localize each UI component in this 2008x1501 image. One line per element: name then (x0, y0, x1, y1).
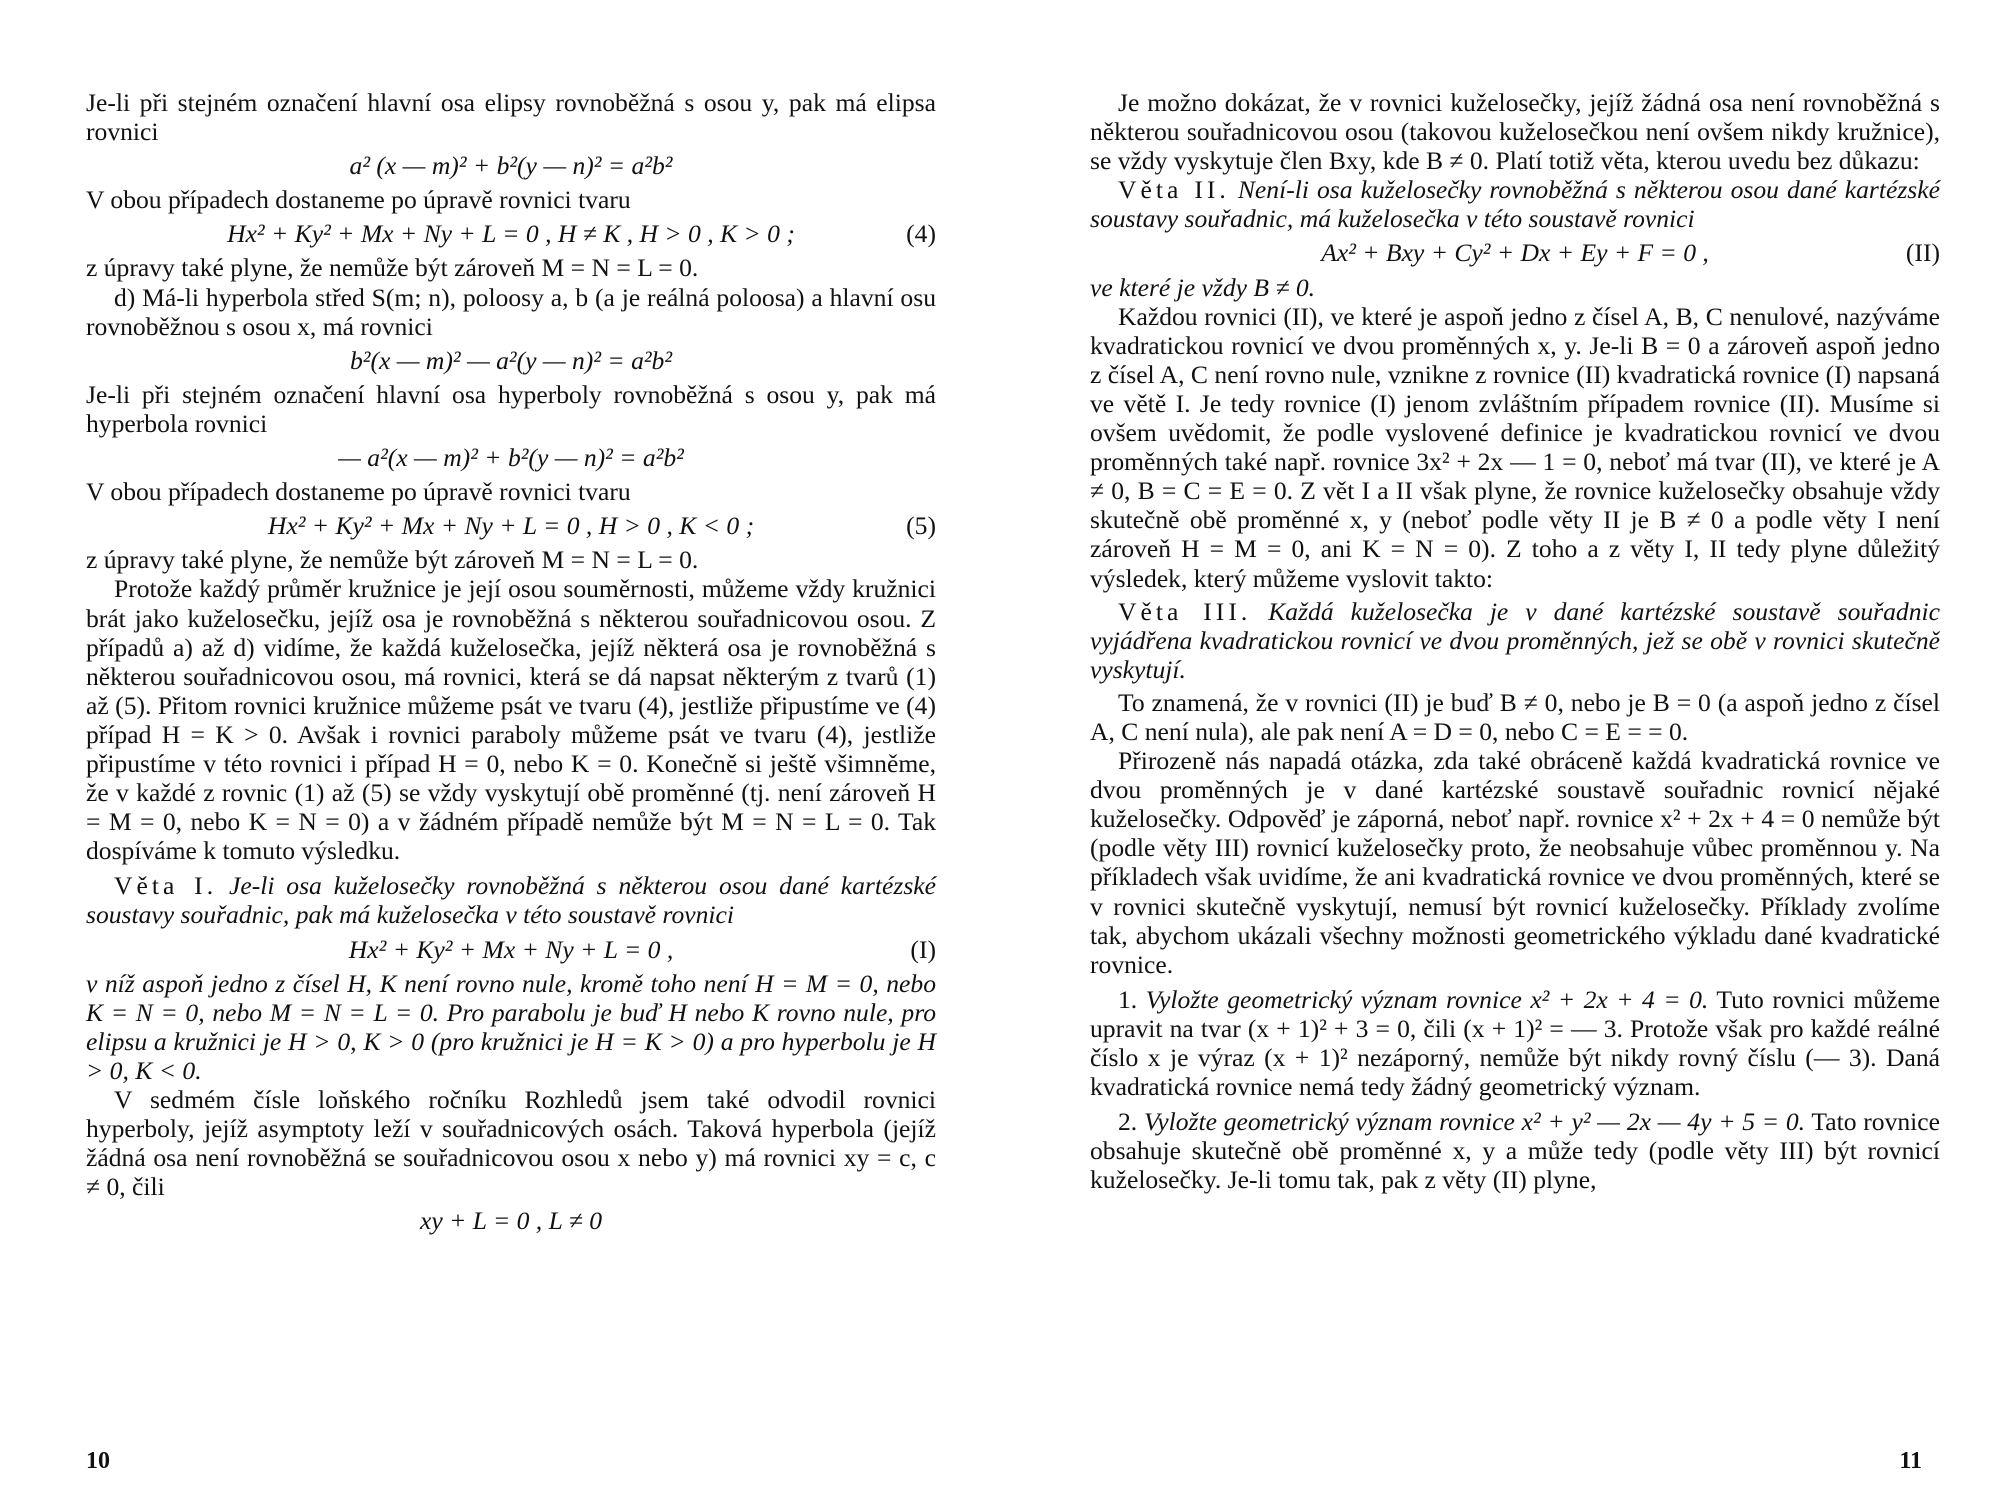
equation-body: Hx² + Ky² + Mx + Ny + L = 0 , H ≠ K , H > 0 , K > 0 ; (227, 219, 795, 249)
example-number: 1. (1118, 984, 1138, 1014)
right-page (1004, 0, 2008, 1501)
paragraph: V obou případech dostaneme po úpravě rovnici tvaru (86, 477, 631, 507)
theorem-label: Věta III. (1118, 596, 1252, 626)
theorem (1090, 175, 1940, 233)
theorem (1090, 597, 1940, 684)
equation (86, 935, 936, 964)
paragraph: Je možno dokázat, že v rovnici kuželosečky, jejíž žádná osa není rovnoběžná s některou souřadnicovou osou (takovou kuželosečkou není ovšem nikdy kružnice), se vždy vyskytuje člen Bxy, kde B ≠ 0. Platí totiž věta, kterou uvedu bez důkazu: (1090, 88, 1940, 176)
paragraph: ve které je vždy B ≠ 0. (1090, 272, 1316, 302)
equation (86, 219, 936, 248)
equation-body: b²(x — m)² — a²(y — n)² = a²b² (349, 345, 673, 375)
paragraph: Je-li při stejném označení hlavní osa hyperboly rovnoběžná s osou y, pak má hyperbola rovnici (86, 379, 936, 438)
page-number: 11 (1899, 1448, 1922, 1474)
equation (1090, 238, 1940, 267)
equation-body: xy + L = 0 , L ≠ 0 (419, 1206, 603, 1236)
equation-number: (4) (906, 219, 936, 249)
paragraph: To znamená, že v rovnici (II) je buď B ≠ 0, nebo je B = 0 (a aspoň jedno z čísel A, C není nula), ale pak není A = D = 0, nebo C = E = = 0. (1090, 687, 1940, 746)
paragraph: Přirozeně nás napadá otázka, zda také obráceně každá kvadratická rovnice ve dvou proměnných je v dané kartézské soustavě souřadnic rovnicí nějaké kuželosečky. Odpověď je záporná, neboť např. rovnice x² + 2x + 4 = 0 nemůže být (podle věty III) rovnicí kuželosečky proto, že neobsahuje vůbec proměnnou y. Na příkladech však uvidíme, že ani kvadratická rovnice ve dvou proměnných, které se v rovnici skutečně vyskytují, nemusí být rovnicí kuželosečky. Příklady zvolíme tak, abychom ukázali všechny možnosti geometrického výkladu dané kvadratické rovnice. (1090, 746, 1940, 979)
theorem (86, 871, 936, 929)
paragraph: V sedmém čísle loňského ročníku Rozhledů jsem také odvodil rovnici hyperboly, jejíž asymptoty leží v souřadnicových osách. Taková hyperbola (jejíž žádná osa není rovnoběžná se souřadnicovou osou x nebo y) má rovnici xy = c, c ≠ 0, čili (86, 1085, 936, 1202)
paragraph: z úpravy také plyne, že nemůže být zároveň M = N = L = 0. (86, 545, 699, 575)
equation-body: Ax² + Bxy + Cy² + Dx + Ey + F = 0 , (1321, 238, 1709, 268)
example-text: Tato rovnice obsahuje skutečně obě proměnné x, y a může tedy (podle věty III) být rovnicí kuželosečky. Je-li tomu tak, pak z věty (II) plyne, (1090, 1107, 1941, 1195)
paragraph: Každou rovnici (II), ve které je aspoň jedno z čísel A, B, C nenulové, nazýváme kvadratickou rovnicí ve dvou proměnných x, y. Je-li B = 0 a zároveň aspoň jedno z čísel A, C není rovno nule, vznikne z rovnice (II) kvadratická rovnice (I) napsaná ve větě I. Je tedy rovnice (I) jenom zvláštním případem rovnice (II). Musíme si ovšem uvědomit, že podle vyslovené definice je kvadratickou rovnicí ve dvou proměnných také např. rovnice 3x² + 2x — 1 = 0, neboť má tvar (II), ve které je A ≠ 0, B = C = E = 0. Z vět I a II však plyne, že rovnice kuželosečky obsahuje vždy skutečně obě proměnné x, y (neboť podle věty II je B ≠ 0 a podle věty I není zároveň H = M = 0, ani K = N = 0). Z toho a z věty I, II tedy plyne důležitý výsledek, který můžeme vyslovit takto: (1090, 301, 1940, 593)
paragraph: v níž aspoň jedno z čísel H, K není rovno nule, kromě toho není H = M = 0, nebo K = N = 0, nebo M = N = L = 0. Pro parabolu je buď H nebo K rovno nule, pro elipsu a kružnici je H > 0, K > 0 (pro kružnici je H = K > 0) a pro hyperbolu je H > 0, K < 0. (86, 968, 936, 1085)
paragraph: Je-li při stejném označení hlavní osa elipsy rovnoběžná s osou y, pak má elipsa rovnici (86, 88, 936, 147)
theorem-text: Každá kuželosečka je v dané kartézské soustavě souřadnic vyjádřena kvadratickou rovnicí ve dvou proměnných, jež se obě v rovnici skutečně vyskytují. (1090, 596, 1940, 684)
theorem-label: Věta I. (114, 871, 218, 901)
equation (86, 511, 936, 540)
paragraph: Protože každý průměr kružnice je její osou souměrnosti, můžeme vždy kružnici brát jako kuželosečku, jejíž osa je rovnoběžná s některou souřadnicovou osou. Z případů a) až d) vidíme, že každá kuželosečka, jejíž některá osa je rovnoběžná s některou souřadnicovou osou, má rovnici, která se dá napsat některým z tvarů (1) až (5). Přitom rovnici kružnice můžeme psát ve tvaru (4), jestliže připustíme ve (4) případ H = K > 0. Avšak i rovnici paraboly můžeme psát ve tvaru (4), jestliže připustíme v této rovnici i případ H = 0, nebo K = 0. Konečně si ještě všimněme, že v každé z rovnic (1) až (5) se vždy vyskytují obě proměnné (tj. není zároveň H = M = 0, nebo K = N = 0) a v žádném případě nemůže být M = N = L = 0. Tak dospíváme k tomuto výsledku. (86, 574, 936, 866)
equation-body: — a²(x — m)² + b²(y — n)² = a²b² (338, 443, 684, 473)
paragraph: d) Má-li hyperbola střed S(m; n), poloosy a, b (a je reálná poloosa) a hlavní osu rovnoběžnou s osou x, má rovnici (86, 282, 936, 341)
example-number: 2. (1118, 1107, 1138, 1137)
equation-body: a² (x — m)² + b²(y — n)² = a²b² (349, 151, 673, 181)
equation-number: (I) (910, 934, 936, 964)
example (1090, 1107, 1940, 1194)
equation-number: (5) (906, 511, 936, 541)
equation (86, 346, 936, 375)
equation-body: Hx² + Ky² + Mx + Ny + L = 0 , H > 0 , K < 0 ; (267, 511, 755, 541)
equation-body: Hx² + Ky² + Mx + Ny + L = 0 , (348, 934, 674, 964)
left-text-column (86, 88, 936, 1240)
theorem-text: Je-li osa kuželosečky rovnoběžná s některou osou dané kartézské soustavy souřadnic, pak má kuželosečka v této soustavě rovnici (86, 871, 936, 930)
example-task: Vyložte geometrický význam rovnice x² + 2x + 4 = 0. (1145, 984, 1709, 1014)
example (1090, 985, 1940, 1101)
right-text-column (1090, 88, 1940, 1194)
equation-number: (II) (1905, 238, 1940, 268)
equation (86, 443, 936, 472)
example-task: Vyložte geometrický význam rovnice x² + y² — 2x — 4y + 5 = 0. (1143, 1107, 1806, 1137)
paragraph: V obou případech dostaneme po úpravě rovnici tvaru (86, 185, 631, 215)
page-number: 10 (86, 1448, 110, 1474)
paragraph: z úpravy také plyne, že nemůže být zároveň M = N = L = 0. (86, 253, 699, 283)
theorem-text: Není-li osa kuželosečky rovnoběžná s některou osou dané kartézské soustavy souřadnic, má kuželosečka v této soustavě rovnici (1090, 175, 1940, 234)
theorem-label: Věta II. (1118, 175, 1230, 205)
example-text: Tuto rovnici můžeme upravit na tvar (x + 1)² + 3 = 0, čili (x + 1)² = — 3. Protože však pro každé reálné číslo x je výraz (x + 1)² nezáporný, nemůže být nikdy rovný číslu (— 3). Daná kvadratická rovnice nemá tedy žádný geometrický význam. (1090, 984, 1941, 1102)
equation (86, 1206, 936, 1235)
equation (86, 151, 936, 180)
